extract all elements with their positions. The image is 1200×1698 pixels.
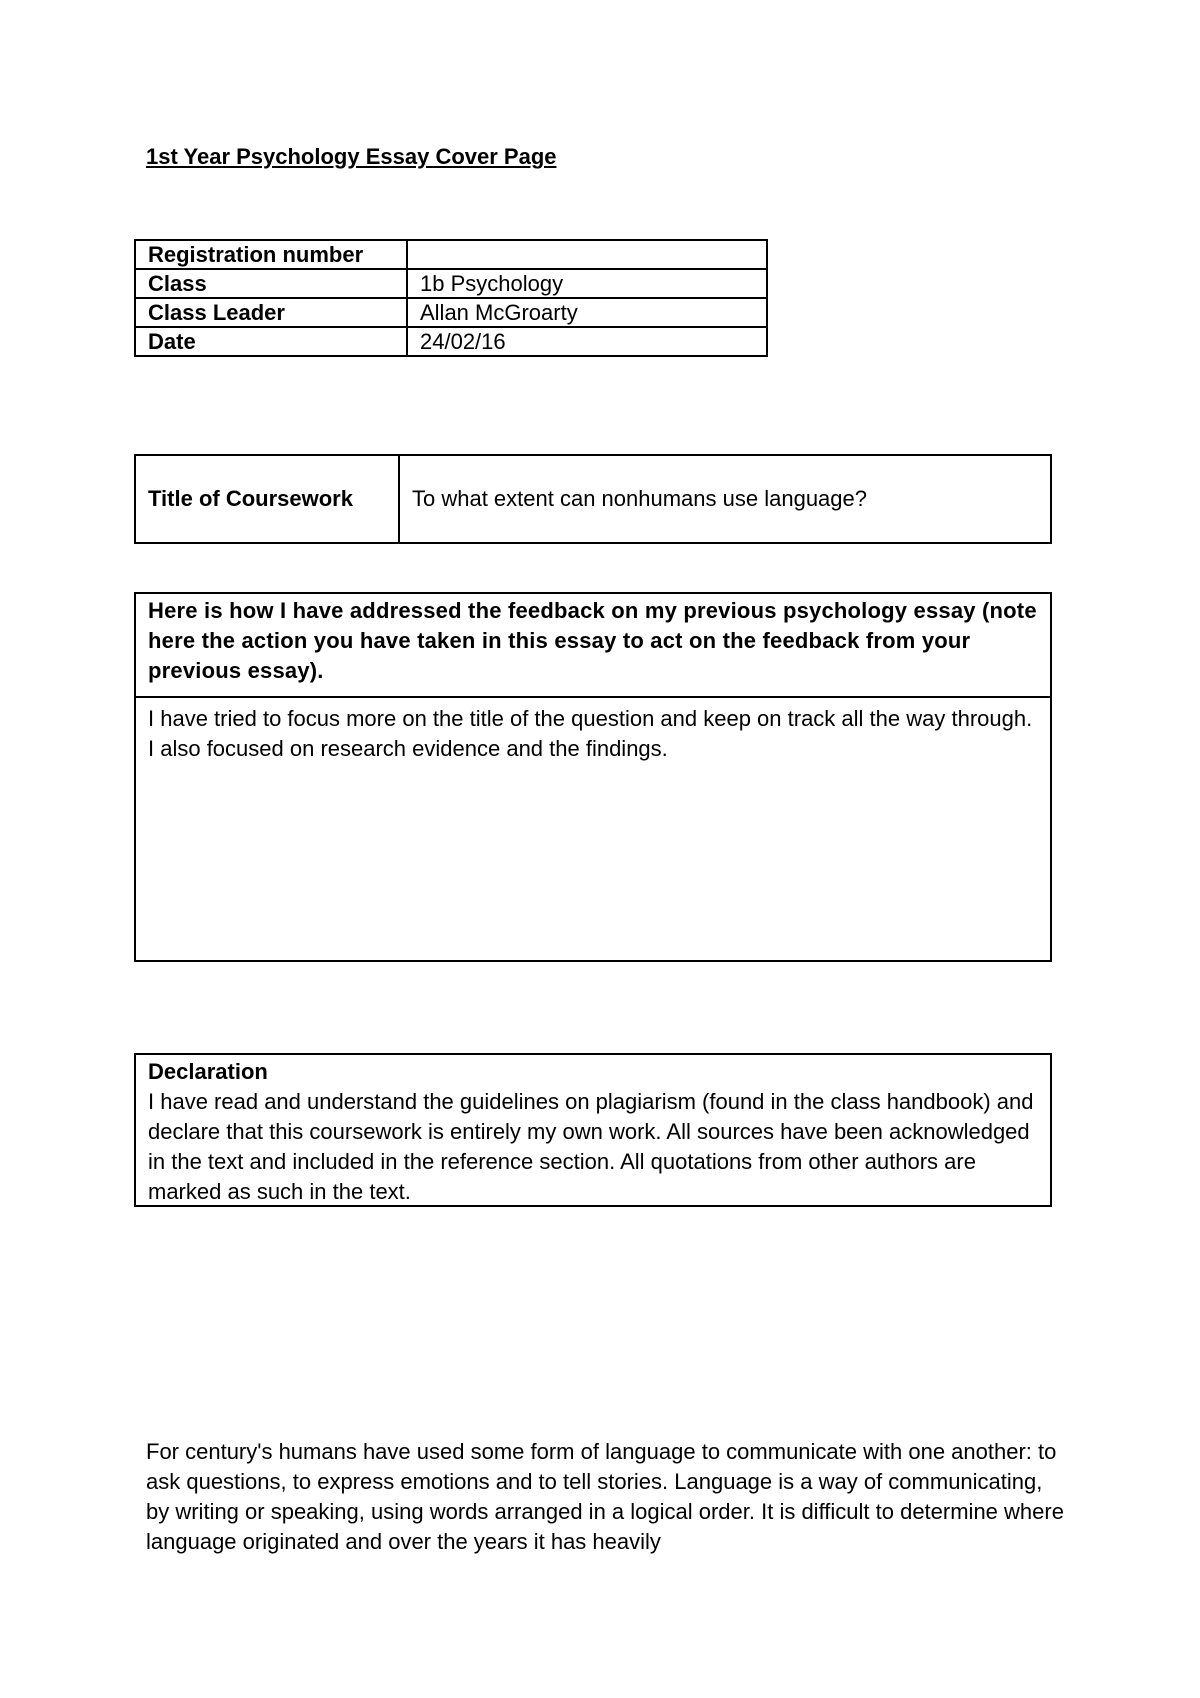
class-leader-label: Class Leader xyxy=(135,298,407,327)
table-row xyxy=(135,240,767,269)
date-label: Date xyxy=(135,327,407,356)
date-value: 24/02/16 xyxy=(407,327,767,356)
page-heading: 1st Year Psychology Essay Cover Page xyxy=(146,144,557,169)
table-row xyxy=(135,455,1051,543)
feedback-response: I have tried to focus more on the title of the question and keep on track all the way through. I also focused on research evidence and the findings. xyxy=(148,706,1033,761)
coursework-title-label: Title of Coursework xyxy=(135,455,399,543)
class-leader-value: Allan McGroarty xyxy=(407,298,767,327)
class-label: Class xyxy=(135,269,407,298)
declaration-text: I have read and understand the guidelines on plagiarism (found in the class handbook) and declare that this coursework is entirely my own work. All sources have been acknowledged in the text and included in the reference section. All quotations from other authors are marked as such in the text. xyxy=(148,1089,1034,1204)
student-info-table xyxy=(134,239,768,357)
coursework-title-value: To what extent can nonhumans use language? xyxy=(399,455,1051,543)
declaration-section xyxy=(134,1053,1052,1207)
registration-number-label: Registration number xyxy=(135,240,407,269)
feedback-section xyxy=(134,592,1052,962)
table-row xyxy=(135,269,767,298)
coursework-title-table xyxy=(134,454,1052,544)
table-row xyxy=(135,298,767,327)
table-row xyxy=(135,327,767,356)
registration-number-value xyxy=(407,240,767,269)
essay-intro-paragraph: For century's humans have used some form of language to communicate with one another: to ask questions, to express emotions and to tell stories. Language is a way of communicating, by writing or speaking, using words arranged in a logical order. It is difficult to determine where language originated and over the years it has heavily xyxy=(146,1439,1064,1554)
declaration-title: Declaration xyxy=(148,1059,268,1084)
feedback-heading: Here is how I have addressed the feedback on my previous psychology essay (note here the action you have taken in this essay to act on the feedback from your previous essay). xyxy=(136,594,1050,698)
class-value: 1b Psychology xyxy=(407,269,767,298)
